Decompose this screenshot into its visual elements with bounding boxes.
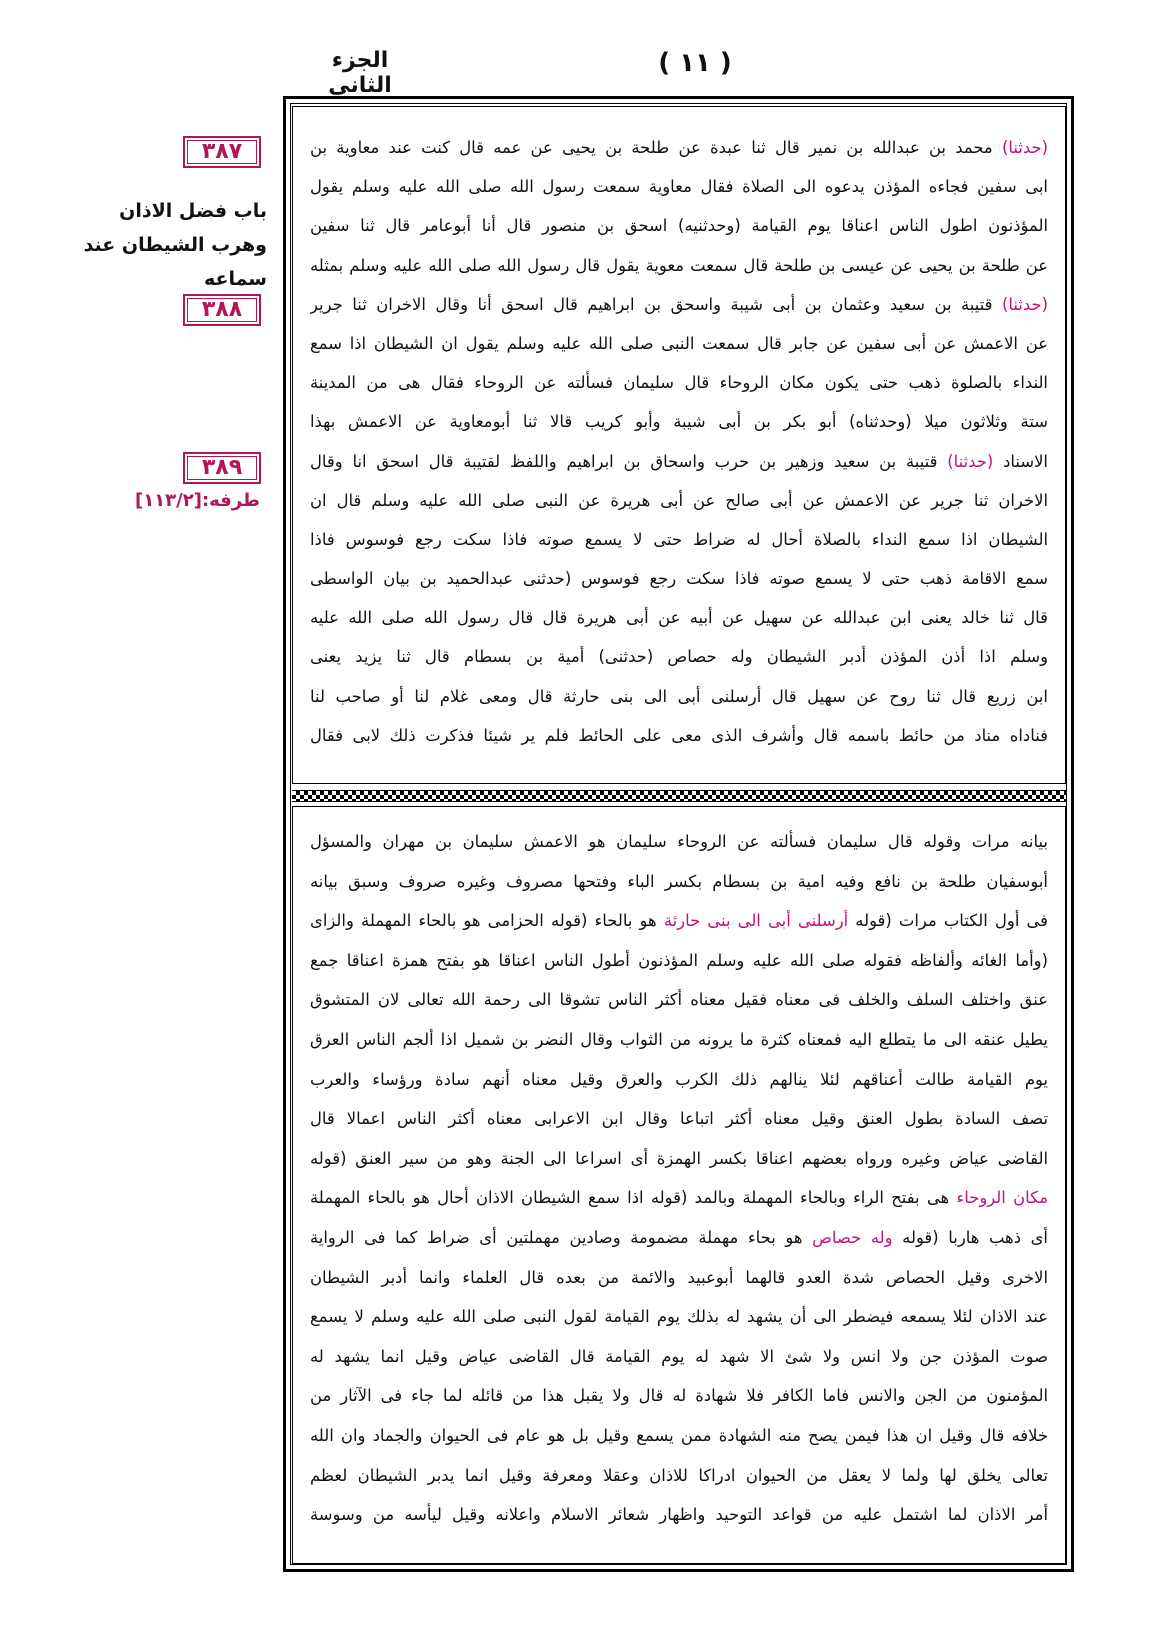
page-number: ( ١١ ) [658, 48, 732, 78]
text-segment: قتيبة بن سعيد وزهير بن حرب واسحاق بن ابراهيم واللفظ لقتيبة قال اسحق انا وقال [310, 451, 948, 471]
text-segment: بيانه مرات وقوله قال سليمان فسألته عن الروحاء سليمان هو الاعمش سليمان بن مهران والمسؤل [310, 832, 1048, 851]
highlighted-text: مكان الروحاء [956, 1188, 1048, 1208]
hadith-text-line [310, 285, 1048, 324]
text-segment: أى ذهب هاربا (قوله [892, 1227, 1048, 1247]
commentary-line [310, 901, 1048, 941]
hadith-text-panel [292, 106, 1066, 784]
text-segment: الاسناد [993, 451, 1048, 471]
text-segment: ابى سفين فجاءه المؤذن يدعوه الى الصلاة فقال معاوية سمعت رسول الله صلى الله عليه وسلم يقول [310, 177, 1048, 197]
hadith-text-line [310, 520, 1048, 559]
text-segment: فى أول الكتاب مرات (قوله [848, 911, 1048, 931]
text-segment: النداء بالصلوة ذهب حتى يكون مكان الروحاء قال سليمان فسألته عن الروحاء فقال هى من المدينة [310, 373, 1048, 393]
text-segment: قال ثنا خالد يعنى ابن عبدالله عن سهيل عن أبيه عن أبى هريرة قال قال رسول الله صلى الله عليه [310, 608, 1048, 628]
text-segment: فناداه مناد من حائط باسمه قال وأشرف الذى معى على الحائط فلم ير شيئا فذكرت ذلك لابى فقال [310, 725, 1048, 745]
text-segment: عن الاعمش عن أبى سفين عن جابر قال سمعت النبى صلى الله عليه وسلم يقول ان الشيطان اذا سمع [310, 333, 1048, 353]
commentary-line [310, 1337, 1048, 1377]
text-segment: سمع الاقامة ذهب حتى لا يسمع صوته فاذا سكت رجع فوسوس (حدثنى عبدالحميد بن بيان الواسطى [310, 569, 1048, 589]
text-segment: (وأما الغائه وألفاظه فقوله صلى الله عليه وسلم المؤذنون أطول الناس اعناقا هو بفتح همزة اعناقا جمع [310, 950, 1048, 970]
part-title: الجزء الثانى [328, 48, 392, 98]
highlighted-text: أرسلنى أبى الى بنى حارثة [663, 911, 849, 931]
text-segment: يوم القيامة طالت أعناقهم لئلا ينالهم ذلك الكرب والعرق وقيل معناه أنهم سادة ورؤساء والعرب [310, 1069, 1048, 1089]
text-segment: القاضى عياض وغيره ورواه بعضهم اعناقا بكسر الهمزة أى اسراعا الى الجنة وهو من سير العنق (قوله [310, 1148, 1048, 1168]
text-segment: يطيل عنقه الى ما يتطلع اليه فمعناه كثرة ما يرونه من الثواب وقال النضر بن شميل اذا ألجم الناس العرق [310, 1029, 1048, 1049]
hadith-text-line [310, 167, 1048, 206]
hadith-text-line [310, 324, 1048, 363]
highlighted-text: (حدثنا) [1001, 294, 1048, 314]
text-segment: عنق واختلف السلف والخلف فى معناه فقيل معناه أكثر الناس تشوقا الى رحمة الله تعالى لان المتشوق [310, 990, 1048, 1010]
text-segment: أبوسفيان طلحة بن نافع وفيه امية بن بسطام بكسر الباء وفتحها مصروف وغيره صروف وسبق بيانه [310, 871, 1048, 891]
text-segment: الشيطان اذا سمع النداء بالصلاة أحال له ضراط حتى لا يسمع صوته فاذا سكت رجع فوسوس فاذا [310, 529, 1048, 549]
commentary-line [310, 1218, 1048, 1258]
commentary-line [310, 822, 1048, 862]
text-segment: المؤذنون اطول الناس اعناقا يوم القيامة (وحدثنيه) اسحق بن منصور قال أنا أبوعامر قال ثنا سفين [310, 216, 1048, 236]
hadith-text-line [310, 402, 1048, 441]
hadith-text-line [310, 637, 1048, 676]
commentary-line [310, 1178, 1048, 1218]
commentary-line [310, 941, 1048, 981]
text-segment: ابن زريع قال ثنا روح عن سهيل قال أرسلنى أبى الى بنى حارثة قال ومعى غلام لنا أو صاحب لنا [310, 686, 1048, 706]
hadith-number-box: ٣٨٩ [183, 452, 261, 484]
hadith-text-line [310, 128, 1048, 167]
text-segment: عند الاذان لئلا يسمعه فيضطر الى أن يشهد له بذلك يوم القيامة لقول النبى صلى الله عليه وسلم لا يسمع [310, 1307, 1048, 1327]
text-segment: تصف السادة بطول العنق وقيل معناه أكثر اتباعا وقال ابن الاعرابى معناه أكثر الناس اعمالا قال [310, 1109, 1048, 1129]
commentary-line [310, 1416, 1048, 1456]
commentary-line [310, 1099, 1048, 1139]
text-segment: هو بحاء مهملة مضمومة وصادين مهملتين أى ضراط كما فى الرواية [310, 1227, 813, 1247]
cross-reference: طرفه:[١١٣/٢] [134, 490, 260, 511]
ornamental-divider [292, 790, 1066, 802]
highlighted-text: (حدثنا) [1001, 138, 1048, 157]
commentary-text-lines [310, 822, 1048, 1535]
hadith-text-line [310, 246, 1048, 285]
chapter-heading: باب فضل الاذان وهرب الشيطان عند سماعه [83, 200, 267, 290]
text-segment: المؤمنون من الجن والانس فاما الكافر فلا شهادة له قال ولا يقبل هذا من قائله لما جاء فى الآثار من [310, 1386, 1048, 1406]
text-segment: ستة وثلاثون ميلا (وحدثناه) أبو بكر بن أبى شيبة وأبو كريب قالا ثنا أبومعاوية عن الاعمش بهذا [310, 412, 1048, 432]
text-segment: عن طلحة بن يحيى عن عيسى بن طلحة قال سمعت معوية يقول قال رسول الله صلى الله عليه وسلم بمثله [310, 255, 1048, 275]
hadith-text-line [310, 559, 1048, 598]
hadith-text-line [310, 481, 1048, 520]
text-segment: قتيبة بن سعيد وعثمان بن أبى شيبة واسحق بن ابراهيم قال اسحق أنا وقال الاخران ثنا جرير [310, 294, 1002, 314]
hadith-number-box: ٣٨٨ [183, 294, 261, 326]
text-segment: أمر الاذان لما اشتمل عليه من قواعد التوحيد واظهار شعائر الاسلام واعلانه وقيل ليأسه من وسوسة [310, 1505, 1048, 1525]
commentary-line [310, 1020, 1048, 1060]
commentary-line [310, 1258, 1048, 1298]
text-segment: صوت المؤذن جن ولا انس ولا شئ الا شهد له يوم القيامة قال القاضى عياض وقيل انما يشهد له [310, 1346, 1048, 1366]
text-segment: هو بالحاء (قوله الحزامى هو بالحاء المهملة والزاى [310, 911, 664, 931]
commentary-line [310, 980, 1048, 1020]
highlighted-text: وله حصاص [812, 1227, 893, 1247]
text-segment: الاخرى وقيل الحصاص شدة العدو قالهما أبوعبيد والائمة من بعده قال العلماء وانما أدبر الشيطان [310, 1267, 1048, 1287]
text-segment: وسلم اذا أذن المؤذن أدبر الشيطان وله حصاص (حدثنى) أمية بن بسطام قال ثنا يزيد يعنى [310, 647, 1048, 667]
highlighted-text: (حدثنا) [947, 451, 994, 471]
hadith-number-box: ٣٨٧ [183, 136, 261, 168]
commentary-line [310, 1060, 1048, 1100]
text-segment: هى بفتح الراء وبالحاء المهملة وبالمد (قوله اذا سمع الشيطان الاذان أحال هو بالحاء المهملة [310, 1188, 957, 1208]
text-segment: محمد بن عبدالله بن نمير قال ثنا عبدة عن طلحة بن يحيى عن عمه قال كنت عند معاوية بن [310, 138, 1002, 157]
commentary-line [310, 1297, 1048, 1337]
commentary-panel [292, 806, 1066, 1564]
hadith-text-line [310, 677, 1048, 716]
text-segment: الاخران ثنا جرير عن الاعمش عن أبى صالح عن أبى هريرة عن النبى صلى الله عليه وسلم قال ان [310, 490, 1048, 510]
commentary-line [310, 1456, 1048, 1496]
hadith-text-line [310, 363, 1048, 402]
commentary-line [310, 862, 1048, 902]
commentary-line [310, 1495, 1048, 1535]
hadith-text-line [310, 598, 1048, 637]
text-segment: خلافه قال وقيل ان هذا فيمن يصح منه الشهادة ممن يسمع وقيل بل هو عام فى الحيوان والجماد وان الله [310, 1425, 1048, 1445]
hadith-text-lines [310, 128, 1048, 755]
text-segment: تعالى يخلق لها ولما لا يعقل من الحيوان ادراكا للاذان وعقلا ومعرفة وقيل انما يدبر الشيطان لعظم [310, 1465, 1048, 1485]
commentary-line [310, 1376, 1048, 1416]
hadith-text-line [310, 716, 1048, 755]
hadith-text-line [310, 442, 1048, 481]
hadith-text-line [310, 206, 1048, 245]
commentary-line [310, 1139, 1048, 1179]
